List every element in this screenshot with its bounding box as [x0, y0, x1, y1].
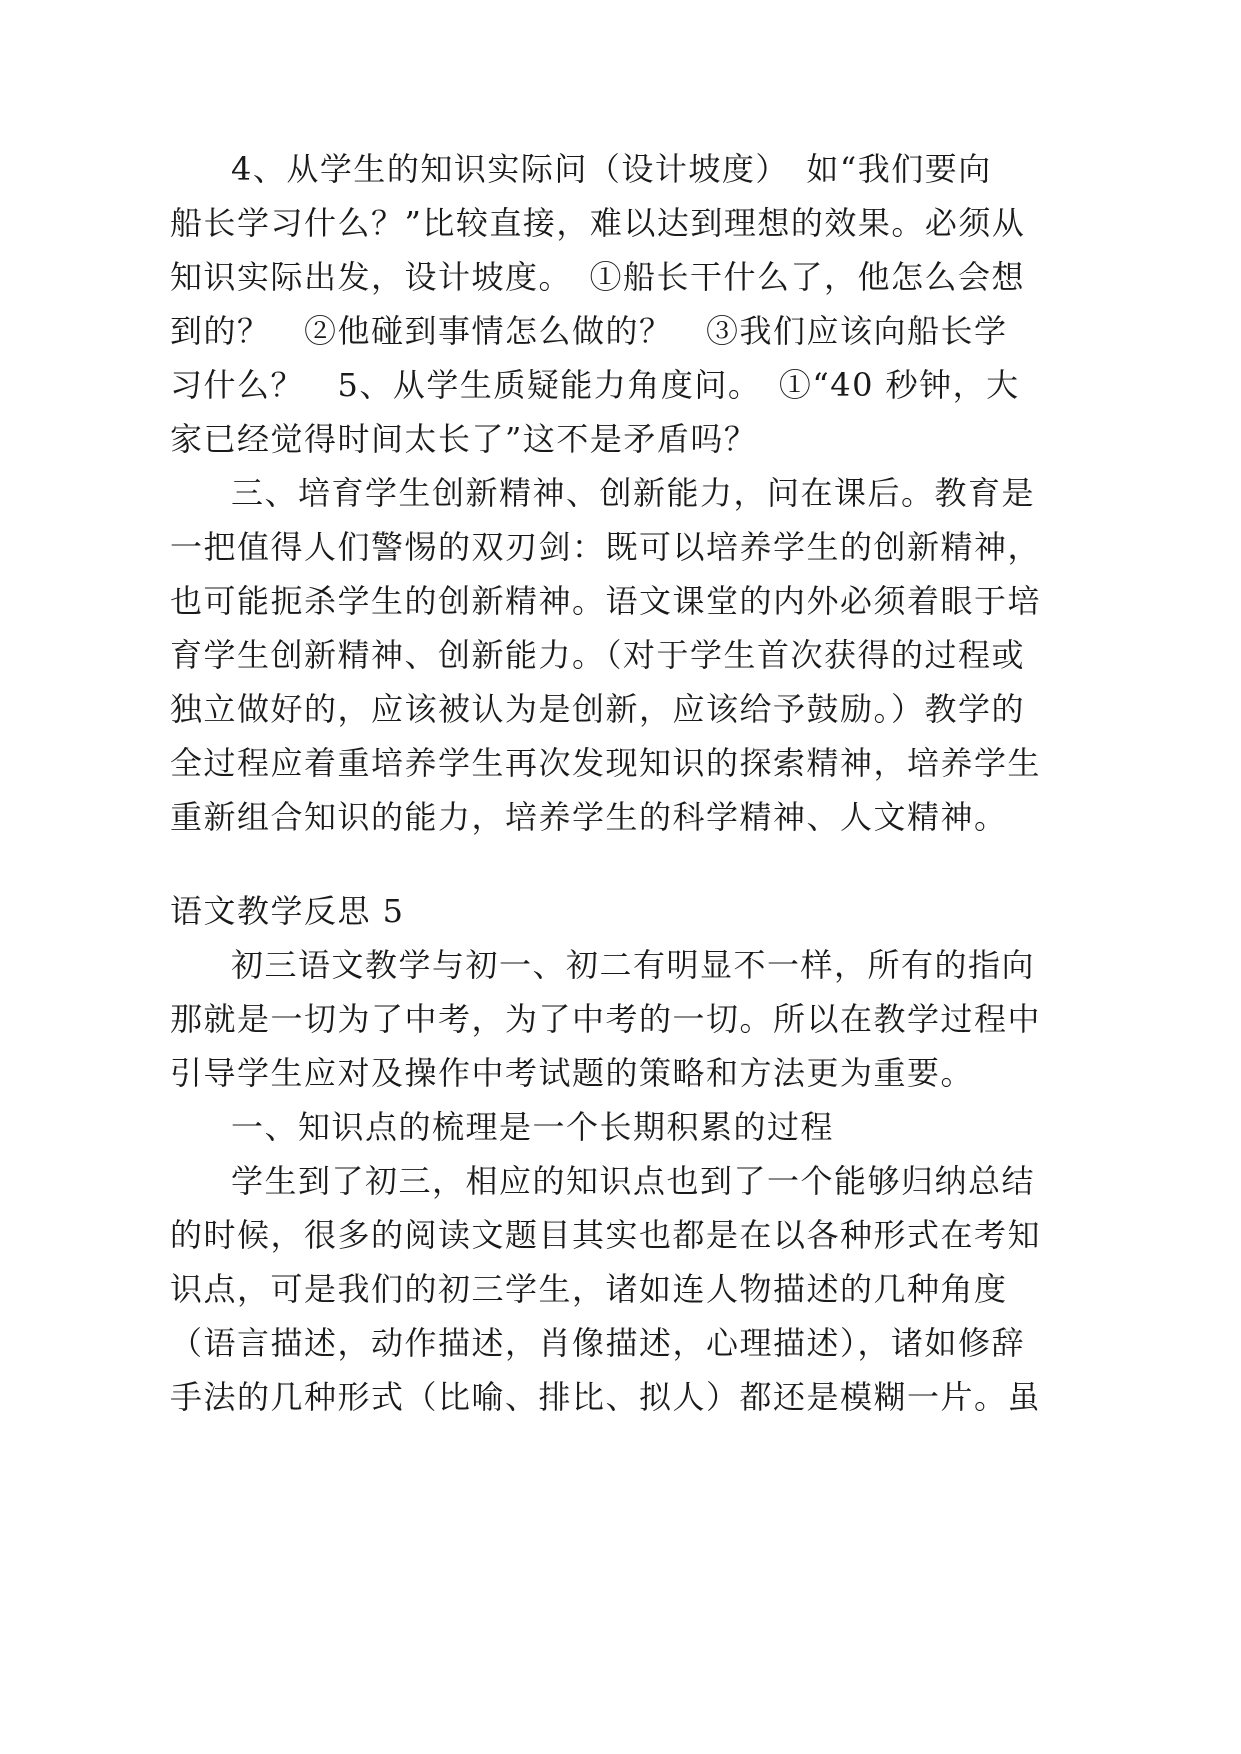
paragraph-line: 到的？ ②他碰到事情怎么做的？ ③我们应该向船长学 [170, 312, 1008, 350]
paragraph-line: 独立做好的，应该被认为是创新，应该给予鼓励。）教学的 [170, 690, 1026, 728]
paragraph-line: （语言描述，动作描述，肖像描述，心理描述），诸如修辞 [170, 1324, 1026, 1362]
paragraph-line: 知识实际出发，设计坡度。 ①船长干什么了，他怎么会想 [170, 258, 1026, 296]
paragraph-line: 学生到了初三，相应的知识点也到了一个能够归纳总结 [231, 1162, 1036, 1200]
paragraph-line: 那就是一切为了中考，为了中考的一切。所以在教学过程中 [170, 1000, 1042, 1038]
paragraph-line: 4、从学生的知识实际问（设计坡度） 如“我们要向 [231, 150, 992, 188]
section-heading: 语文教学反思 5 [170, 892, 405, 930]
paragraph-line: 初三语文教学与初一、初二有明显不一样，所有的指向 [231, 946, 1036, 984]
paragraph-line: 一把值得人们警惕的双刃剑：既可以培养学生的创新精神， [170, 528, 1042, 566]
paragraph-line: 三、培育学生创新精神、创新能力，问在课后。教育是 [231, 474, 1036, 512]
paragraph-line: 的时候，很多的阅读文题目其实也都是在以各种形式在考知 [170, 1216, 1042, 1254]
paragraph-line: 手法的几种形式（比喻、排比、拟人）都还是模糊一片。虽 [170, 1378, 1042, 1416]
paragraph-line: 引导学生应对及操作中考试题的策略和方法更为重要。 [170, 1054, 975, 1092]
paragraph-line: 重新组合知识的能力，培养学生的科学精神、人文精神。 [170, 798, 1008, 836]
paragraph-line: 全过程应着重培养学生再次发现知识的探索精神，培养学生 [170, 744, 1042, 782]
paragraph-line: 识点，可是我们的初三学生，诸如连人物描述的几种角度 [170, 1270, 1008, 1308]
paragraph-line: 育学生创新精神、创新能力。（对于学生首次获得的过程或 [170, 636, 1026, 674]
paragraph-line: 家已经觉得时间太长了”这不是矛盾吗？ [170, 420, 758, 458]
paragraph-line: 也可能扼杀学生的创新精神。语文课堂的内外必须着眼于培 [170, 582, 1042, 620]
paragraph-line: 船长学习什么？”比较直接，难以达到理想的效果。必须从 [170, 204, 1026, 242]
subheading-line: 一、知识点的梳理是一个长期积累的过程 [231, 1108, 835, 1146]
paragraph-line: 习什么？ 5、从学生质疑能力角度问。 ①“40 秒钟，大 [170, 366, 1020, 404]
